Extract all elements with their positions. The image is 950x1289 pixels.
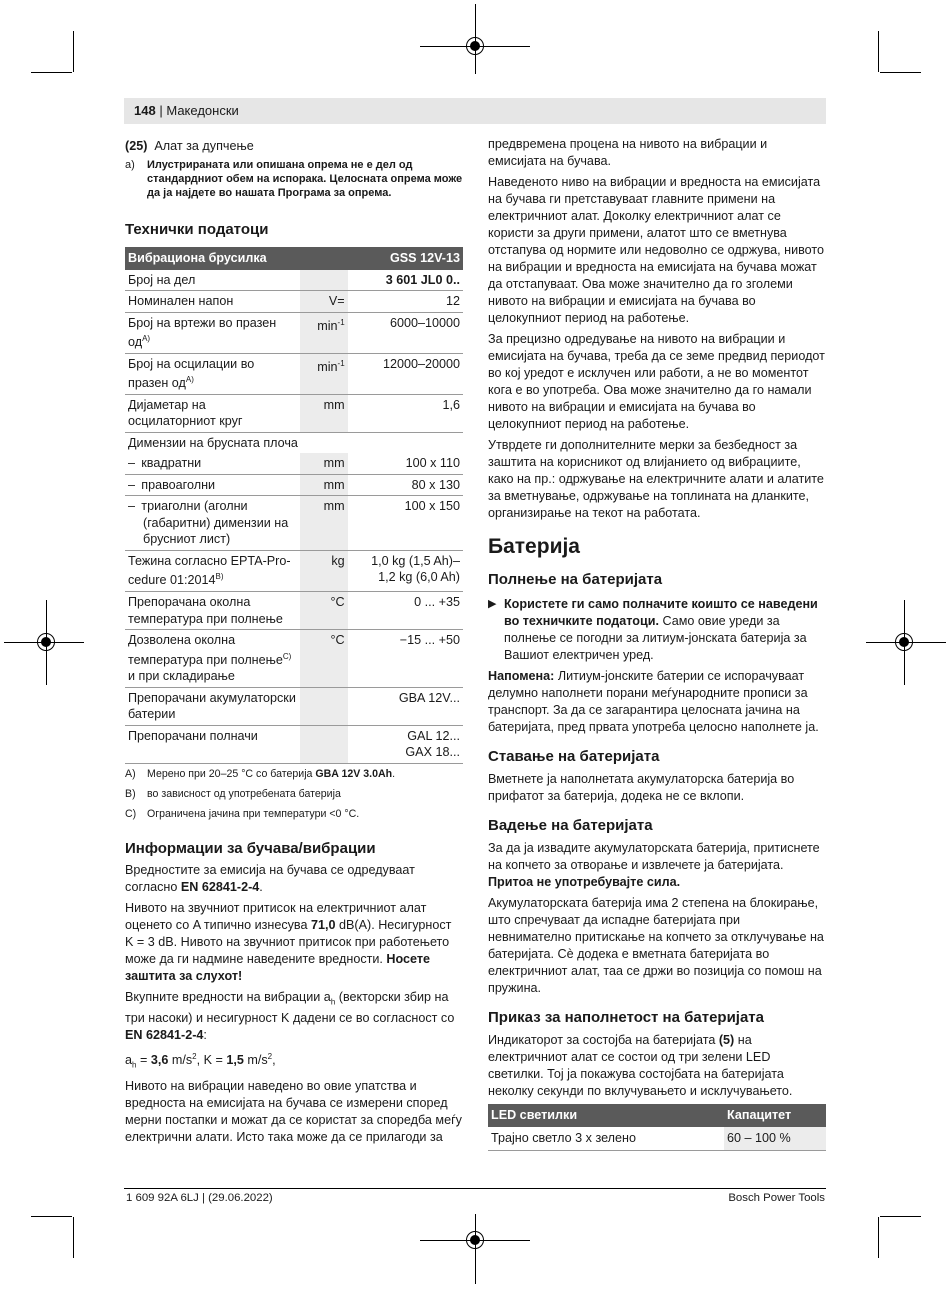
note-a (125, 158, 463, 200)
row-label-text: и при складирање (128, 669, 235, 684)
row-label: – квадратни (125, 453, 300, 474)
row-unit: kg (300, 550, 348, 591)
vibration-values (125, 1048, 463, 1074)
table-row (125, 394, 463, 432)
crop-mark (878, 31, 879, 72)
table-row (125, 550, 463, 591)
text: = (136, 1053, 151, 1068)
vibration-paragraph (125, 989, 463, 1045)
text: За да ја извадите акумулаторската батерија, притиснете на копчето за отворање и извлечете ја батеријата. (488, 841, 820, 872)
table-row (125, 496, 463, 551)
noise-paragraph (125, 900, 463, 985)
footnote (125, 806, 463, 823)
subscript: h (132, 1060, 137, 1070)
text: Нивото на звучниот притисок на електричниот алат оценето со A типично изнесува (125, 900, 427, 932)
text: Индикаторот за состојба на батеријата (488, 1033, 719, 1047)
row-label-text: Тежина согласно EPTA-Procedure 01:2014 (128, 553, 291, 588)
warning: Притоа не употребувајте сила. (488, 875, 681, 889)
footnote-ref: A) (185, 375, 194, 385)
text: , (272, 1053, 276, 1068)
sound-level: 71,0 (311, 917, 336, 932)
row-unit: mm (300, 453, 348, 474)
table-row (125, 453, 463, 474)
table-row (125, 687, 463, 725)
text: dB(A). Несигурност K = 3 dB. Нивото на звучниот притисок при работењето може да ги надмине наведените вредности. (125, 917, 452, 966)
note-label: Напомена: (488, 669, 555, 683)
row-label: Препорачана околна температура при полнење (125, 592, 300, 630)
row-label-text: Дозволена околна температура при полнење (128, 633, 283, 667)
row-value: GBA 12V... (348, 687, 463, 725)
noise-paragraph (125, 862, 463, 896)
table-header-row (125, 247, 463, 270)
row-unit (300, 725, 348, 763)
row-unit (300, 270, 348, 291)
row-label: Димензии на брусната плоча (128, 435, 298, 450)
row-unit: °C (300, 630, 348, 688)
row-label (125, 312, 300, 353)
part-number: 3 601 JL0 0.. (385, 272, 460, 287)
row-label (125, 630, 300, 688)
header-language: Македонски (166, 103, 239, 118)
row-value: 12 (348, 291, 463, 313)
page-header (134, 103, 239, 118)
footer-rule (124, 1188, 826, 1189)
footnote-text: Мерено при 20–25 °C со батерија (147, 767, 316, 780)
table-row (488, 1127, 826, 1151)
row-unit: mm (300, 496, 348, 551)
charging-heading: Полнење на батеријата (488, 571, 663, 588)
row-label (125, 550, 300, 591)
footer-doc-id: 1 609 92A 6LJ | (29.06.2022) (126, 1192, 273, 1204)
crop-mark (31, 1216, 72, 1217)
header-separator: | (159, 103, 163, 118)
row-label: – триаголни (аголни (габаритни) димензии на брусниот лист) (125, 496, 300, 551)
footnotes (125, 766, 463, 823)
indicator-heading: Приказ за наполнетост на батеријата (488, 1009, 764, 1026)
footnote-bold: GBA 12V 3.0Ah (315, 767, 393, 780)
vibration-value: 3,6 (150, 1053, 169, 1068)
paragraph: За прецизно одредување на нивото на вибрации и емисијата на бучава, треба да се земе предвид периодот во кој уредот е исклучен или работи, а не во моментот кога е во употреба. Ова може значително да го намали нивото на вибрации и емисијата на бучава во целокупниот период на работење. (488, 332, 825, 431)
paragraph: Вметнете ја наполнетата акумулаторска батерија во прифатот за батерија, додека не се вклопи. (488, 772, 795, 803)
insert-heading: Ставање на батеријата (488, 748, 660, 765)
footnote-key: A) (125, 767, 136, 780)
vibration-paragraph: Нивото на вибрации наведено во овие упатства и вредноста на емисијата на бучава се измерени според мерни постапки и можат да се користат за споредба меѓу електрични алати. Исто така може да се прилагоди за (125, 1078, 462, 1144)
unit-exponent: -1 (337, 317, 345, 327)
row-value (348, 270, 463, 291)
superscript: 2 (267, 1052, 273, 1062)
table-row (125, 291, 463, 313)
crop-mark (880, 72, 921, 73)
row-value: −15 ... +50 (348, 630, 463, 688)
standard: EN 62841-2-4 (180, 879, 260, 894)
led-table (488, 1104, 826, 1151)
item-label: Алат за дупчење (154, 139, 254, 153)
row-unit (300, 353, 348, 394)
charging-instruction (488, 596, 826, 664)
instruction-rest: Само овие уреди за полнење се погодни за литиум-јонската батерија за Вашиот електричен уред. (504, 614, 807, 662)
unit-exponent: -1 (337, 358, 345, 368)
footnote-key: C) (125, 807, 137, 820)
tech-data-heading: Технички податоци (125, 221, 269, 238)
row-label-text: Број на вртежи во празен од (128, 315, 277, 350)
footnote-text: во зависност од употребената батерија (147, 787, 341, 800)
row-value (348, 725, 463, 763)
row-label: Дијаметар на осцилаторниот круг (125, 394, 300, 432)
footer-brand: Bosch Power Tools (728, 1192, 825, 1204)
note-text: Литиум-јонските батерии се испорачуваат делумно наполнети порани меѓународните прописи за транспорт. За да се загарантира целосната јачина на батеријата, пред првата употреба целосно наполнете ја. (488, 669, 819, 734)
uncertainty-value: 1,5 (226, 1053, 244, 1068)
left-column (125, 138, 463, 1150)
item-ref: (5) (718, 1033, 735, 1047)
right-column (488, 136, 826, 1151)
text: на електричниот алат се состои од три зелени LED светилки. Тој ја покажува состојбата на батеријата неколку секунди по вклучувањето и исклучувањето. (488, 1033, 793, 1098)
note-paragraph (488, 668, 826, 736)
table-cell: 60 – 100 % (724, 1127, 826, 1151)
table-header-model: GSS 12V-13 (348, 247, 463, 270)
table-row (125, 592, 463, 630)
registration-target-icon (466, 1231, 484, 1249)
row-value: 100 x 150 (348, 496, 463, 551)
crop-mark (31, 72, 72, 73)
superscript: 2 (192, 1052, 197, 1062)
text: Вредностите за емисија на бучава се одредуваат согласно (125, 862, 415, 894)
note-key: a) (125, 159, 135, 171)
footnote-ref: A) (142, 334, 151, 343)
footnote-key: B) (125, 787, 136, 800)
noise-heading: Информации за бучава/вибрации (125, 839, 376, 857)
table-row (125, 432, 463, 453)
crop-mark (73, 1217, 74, 1258)
footnote-text: Ограничена јачина при температури <0 °C. (147, 807, 360, 820)
footnote (125, 766, 463, 783)
remove-heading: Вадење на батеријата (488, 817, 653, 834)
text: : (203, 1028, 207, 1043)
footnote-ref: C) (282, 651, 292, 661)
charger-2: GAX 18... (405, 745, 460, 760)
instruction-bold: Користете ги само полначите коишто се наведени во техничките податоци. (504, 597, 818, 628)
table-header-name: Вибрациона брусилка (125, 247, 348, 270)
text: , K = (196, 1053, 227, 1068)
row-value: 100 x 110 (348, 453, 463, 474)
page-number: 148 (134, 103, 156, 118)
row-label: – правоаголни (125, 474, 300, 496)
paragraph: предвремена процена на нивото на вибрации и емисијата на бучава. (488, 137, 768, 168)
table-header: LED светилки (488, 1104, 724, 1127)
charger-1: GAL 12... (407, 728, 460, 743)
standard: EN 62841-2-4 (125, 1028, 204, 1043)
unit-text: min (317, 318, 338, 333)
table-row (125, 725, 463, 763)
row-value: 12000–20000 (348, 353, 463, 394)
table-row (125, 270, 463, 291)
row-value: 80 x 130 (348, 474, 463, 496)
table-row (125, 630, 463, 688)
unit-text: min (317, 359, 338, 374)
text: m/s (168, 1053, 193, 1068)
row-unit: mm (300, 474, 348, 496)
row-value: 1,0 kg (1,5 Ah)– 1,2 kg (6,0 Ah) (348, 550, 463, 591)
row-unit: V= (300, 291, 348, 313)
instruction-text (504, 596, 826, 664)
bullet-arrow-icon: ▶ (488, 598, 497, 610)
row-label: Препорачани полначи (125, 725, 300, 763)
table-row (125, 353, 463, 394)
table-header-row (488, 1104, 826, 1127)
table-header: Капацитет (724, 1104, 826, 1127)
paragraph (488, 840, 826, 891)
text: (векторски збир на три насоки) и несигурност K дадени се во согласност со (125, 989, 455, 1026)
text: a (125, 1053, 133, 1068)
battery-heading: Батерија (488, 535, 580, 558)
row-value: 1,6 (348, 394, 463, 432)
registration-target-icon (466, 37, 484, 55)
item-number: (25) (125, 139, 148, 153)
paragraph: Акумулаторската батерија има 2 степена на блокирање, што спречуваат да испадне батеријата при невнимателно притискање на копчето за отклучување на батеријата. Сè додека е вметната батеријата во електричниот алат, таа се држи во позиција со помош на пружина. (488, 896, 824, 995)
registration-line (475, 1214, 476, 1284)
crop-mark (878, 1217, 879, 1258)
row-label: Препорачани акумулаторски батерии (125, 687, 300, 725)
row-label: Број на дел (125, 270, 300, 291)
crop-mark (880, 1216, 921, 1217)
footnote-tail: . (392, 767, 396, 780)
crop-mark (73, 31, 74, 72)
row-value: 0 ... +35 (348, 592, 463, 630)
warning: Носете заштита за слухот! (125, 951, 431, 983)
row-label-text: Број на осцилации во празен од (128, 356, 255, 391)
row-value: 6000–10000 (348, 312, 463, 353)
registration-target-icon (37, 633, 55, 651)
table-cell: Трајно светло 3 x зелено (488, 1127, 724, 1151)
row-label: Номинален напон (125, 291, 300, 313)
item-25 (125, 138, 463, 155)
row-unit (300, 687, 348, 725)
subscript: h (330, 997, 336, 1007)
table-row (125, 312, 463, 353)
spec-table (125, 247, 463, 764)
paragraph: Утврдете ги дополнителните мерки за безбедност за заштита на корисникот од влијанието од вибрациите, како на пр.: одржување на електричните алати и алатите за вметнување, одржување на топлината на дланките, организирање на текот на работата. (488, 438, 824, 520)
row-unit: °C (300, 592, 348, 630)
paragraph (488, 1032, 826, 1100)
footnote-ref: B) (215, 572, 224, 582)
text: m/s (243, 1053, 268, 1068)
paragraph: Наведеното ниво на вибрации и вредноста на емисијата на бучава ги претставуваат главните примени на електричниот алат. Доколку електричниот алат се користи за други примени, алатот што се вметнува отстапува од нормите или недоволно се одржува, нивото на вибрации и вредноста на емисијата на бучава можат да отстапуваат. Ова може значително да го зголеми нивото на вибрации и емисијата на бучава во целокупниот период на работење. (488, 175, 825, 325)
row-label (125, 353, 300, 394)
row-unit: mm (300, 394, 348, 432)
registration-target-icon (895, 633, 913, 651)
text: Вкупните вредности на вибрации a (125, 989, 331, 1004)
footnote (125, 786, 463, 803)
note-text: Илустрираната или опишана опрема не е дел од стандардниот обем на испорака. Целосната опрема може да ја најдете во нашата Програма за опрема. (147, 159, 463, 199)
text: . (259, 879, 263, 894)
row-unit (300, 312, 348, 353)
table-row (125, 474, 463, 496)
